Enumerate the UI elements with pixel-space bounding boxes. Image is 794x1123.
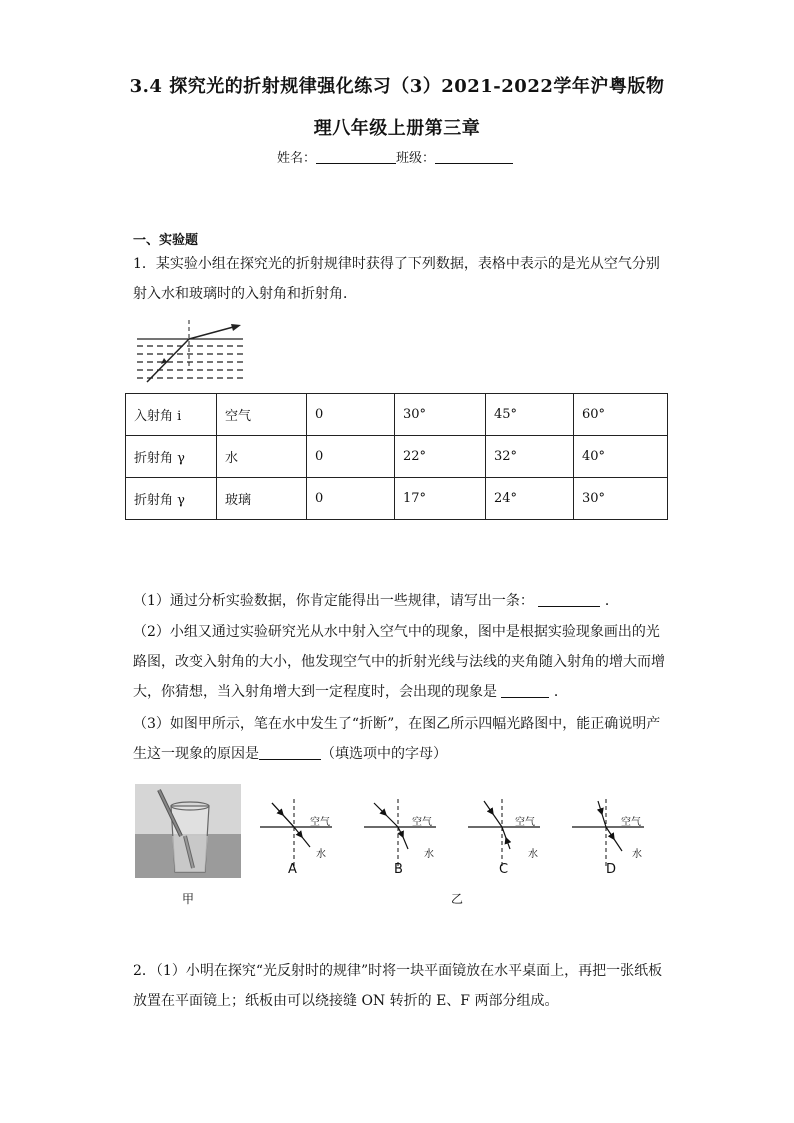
label-water-d: 水 xyxy=(632,849,642,860)
option-label-d: D xyxy=(606,862,617,877)
option-label-c: C xyxy=(499,862,509,877)
table-cell: 水 xyxy=(217,436,307,478)
label-water-c: 水 xyxy=(528,849,538,860)
table-cell: 30° xyxy=(574,478,668,520)
q1-text-line-1: 1．某实验小组在探究光的折射规律时获得了下列数据，表格中表示的是光从空气分别 xyxy=(133,256,660,272)
table-cell: 60° xyxy=(574,394,668,436)
title-line-1: 3.4 探究光的折射规律强化练习（3）2021-2022学年沪粤版物 xyxy=(129,76,665,97)
table-cell: 玻璃 xyxy=(217,478,307,520)
table-row xyxy=(126,394,668,436)
figure-label-jia: 甲 xyxy=(182,892,195,906)
table-cell: 24° xyxy=(486,478,574,520)
label-air-a: 空气 xyxy=(310,817,330,828)
q1-sub2-line-1: （2）小组又通过实验研究光从水中射入空气中的现象，图中是根据实验现象画出的光 xyxy=(133,624,660,640)
label-air-c: 空气 xyxy=(515,817,535,828)
table-cell: 入射角 i xyxy=(126,394,217,436)
option-label-b: B xyxy=(394,862,403,877)
pencil-in-glass-image xyxy=(135,784,241,878)
name-label: 姓名： xyxy=(277,151,317,166)
q1-sub2-line-3 xyxy=(133,682,568,702)
answer-blank-1[interactable] xyxy=(538,592,600,607)
answer-blank-3[interactable] xyxy=(259,745,321,760)
q1-sub3-line-2-b: （填选项中的字母） xyxy=(321,746,447,762)
label-air-d: 空气 xyxy=(621,817,641,828)
label-water-b: 水 xyxy=(424,849,434,860)
q1-sub2-line-2: 路图，改变入射角的大小，他发现空气中的折射光线与法线的夹角随入射角的增大而增 xyxy=(133,654,665,670)
name-class-row xyxy=(277,147,513,166)
option-label-a: A xyxy=(288,862,297,877)
q1-sub3-line-2-a: 生这一现象的原因是 xyxy=(133,746,259,762)
table-row xyxy=(126,436,668,478)
table-cell: 0 xyxy=(307,436,395,478)
q1-sub3-line-1: （3）如图甲所示，笔在水中发生了“折断”，在图乙所示四幅光路图中，能正确说明产 xyxy=(133,716,661,732)
refraction-table xyxy=(125,393,668,520)
q1-sub1-end: ． xyxy=(604,593,619,609)
figure-label-yi: 乙 xyxy=(451,892,464,906)
table-cell: 折射角 γ xyxy=(126,436,217,478)
q1-sub1 xyxy=(133,591,619,611)
table-cell: 折射角 γ xyxy=(126,478,217,520)
table-cell: 17° xyxy=(395,478,486,520)
label-water-a: 水 xyxy=(316,849,326,860)
q1-sub1-text: （1）通过分析实验数据，你肯定能得出一些规律，请写出一条： xyxy=(133,593,534,609)
table-cell: 32° xyxy=(486,436,574,478)
section-heading: 一、实验题 xyxy=(133,233,199,248)
table-cell: 空气 xyxy=(217,394,307,436)
q1-sub2-line-3-text: 大，你猜想，当入射角增大到一定程度时，会出现的现象是 xyxy=(133,684,497,700)
refraction-sketch xyxy=(133,318,248,388)
table-row xyxy=(126,478,668,520)
q2-text-line-2: 放置在平面镜上；纸板由可以绕接缝 ON 转折的 E、F 两部分组成。 xyxy=(133,993,559,1009)
q1-sub3-line-2 xyxy=(133,744,447,764)
q1-text-line-2: 射入水和玻璃时的入射角和折射角． xyxy=(133,286,357,302)
answer-blank-2[interactable] xyxy=(501,683,549,698)
table-cell: 40° xyxy=(574,436,668,478)
q2-text-line-1: 2．（1）小明在探究“光反射时的规律”时将一块平面镜放在水平桌面上，再把一张纸板 xyxy=(133,963,663,979)
table-cell: 0 xyxy=(307,394,395,436)
table-cell: 30° xyxy=(395,394,486,436)
class-label: 班级： xyxy=(396,151,436,166)
title-line-2: 理八年级上册第三章 xyxy=(313,118,481,139)
label-air-b: 空气 xyxy=(412,817,432,828)
q1-sub2-end: ． xyxy=(553,684,568,700)
table-cell: 0 xyxy=(307,478,395,520)
table-cell: 22° xyxy=(395,436,486,478)
table-cell: 45° xyxy=(486,394,574,436)
ray-diagrams xyxy=(258,797,658,879)
class-blank[interactable] xyxy=(435,149,513,164)
name-blank[interactable] xyxy=(316,149,396,164)
